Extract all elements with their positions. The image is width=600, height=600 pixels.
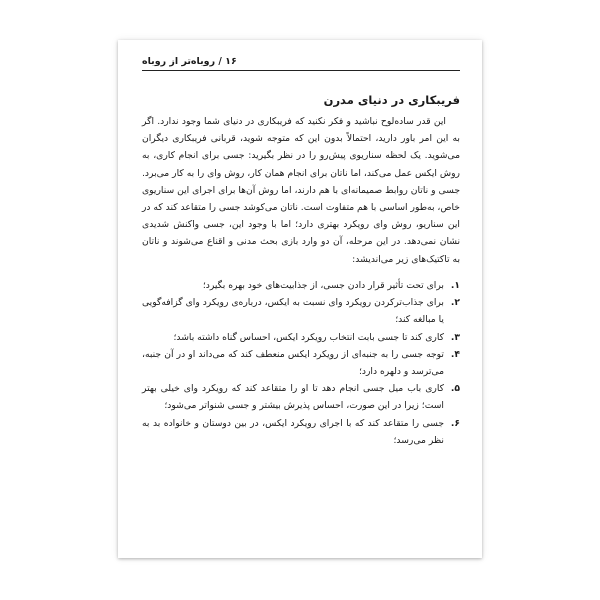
list-item-text: برای جذاب‌ترکردن رویکرد وای نسبت به ایکس، درباره‌ی رویکرد وای گزافه‌گویی یا مبالغه کند؛ — [142, 297, 444, 326]
list-item-number: ۱. — [450, 280, 460, 292]
list-item — [142, 294, 460, 328]
list-item-text: کاری کند تا جسی بابت انتخاب رویکرد ایکس، احساس گناه داشته باشد؛ — [173, 331, 444, 343]
page-content — [142, 56, 460, 449]
list-item-number: ۶. — [450, 417, 460, 429]
running-header — [142, 56, 460, 71]
intro-paragraph: این قدر ساده‌لوح نباشید و فکر نکنید که فریبکاری در دنیای شما وجود ندارد. اگر به این امر باور دارید، احتمالاً بدون این که متوجه شوید، قربانی فریبکاری دیگران می‌شوید. یک لحظه سناریوی پیش‌رو را در نظر بگیرید: جسی برای انجام کاری، به روش ایکس عمل می‌کند، اما ناتان برای انجام همان کار، روش وای را به کار می‌برد. جسی و ناتان روابط صمیمانه‌ای با هم دارند، اما روش آن‌ها برای اجرای این سناریوی خاص، به‌طور اساسی با هم متفاوت است. ناتان می‌کوشد جسی را متقاعد کند که در این سناریو، روش وای رویکرد بهتری دارد؛ اما با وجود این، جسی واکنش شدیدی نشان نمی‌دهد. در این مرحله، آن دو وارد بازی بحث مدنی و اقناع می‌شوند و ناتان به تاکتیک‌های زیر می‌اندیشد: — [141, 116, 460, 265]
list-item-text: جسی را متقاعد کند که با اجرای رویکرد ایکس، در بین دوستان و خانواده بد به نظر می‌رسد؛ — [142, 417, 444, 446]
section-title: فریبکاری در دنیای مدرن — [323, 93, 460, 107]
book-title: روباه‌تر از روباه — [142, 56, 216, 67]
list-item — [142, 346, 460, 380]
list-item-number: ۳. — [450, 331, 460, 343]
page-number: ۱۶ — [225, 56, 237, 67]
running-header-text — [142, 56, 237, 67]
book-page — [118, 40, 482, 558]
list-item-text: برای تحت تأثیر قرار دادن جسی، از جذابیت‌های خود بهره بگیرد؛ — [202, 280, 444, 292]
list-item — [142, 380, 460, 414]
list-item — [142, 329, 460, 346]
list-item-text: کاری باب میل جسی انجام دهد تا او را متقاعد کند که رویکرد وای خیلی بهتر است؛ زیرا در این صورت، احساس پذیرش بیشتر و جسی شنواتر می‌شود؛ — [142, 383, 444, 412]
tactics-list — [142, 277, 460, 449]
list-item-number: ۵. — [450, 383, 460, 395]
header-separator: / — [218, 56, 222, 67]
list-item — [142, 415, 460, 449]
list-item-number: ۲. — [450, 297, 460, 309]
list-item — [142, 277, 460, 294]
list-item-number: ۴. — [450, 348, 460, 360]
list-item-text: توجه جسی را به جنبه‌ای از رویکرد ایکس منعطف کند که می‌داند او در آن جنبه، می‌ترسد و دلهره دارد؛ — [142, 348, 444, 378]
